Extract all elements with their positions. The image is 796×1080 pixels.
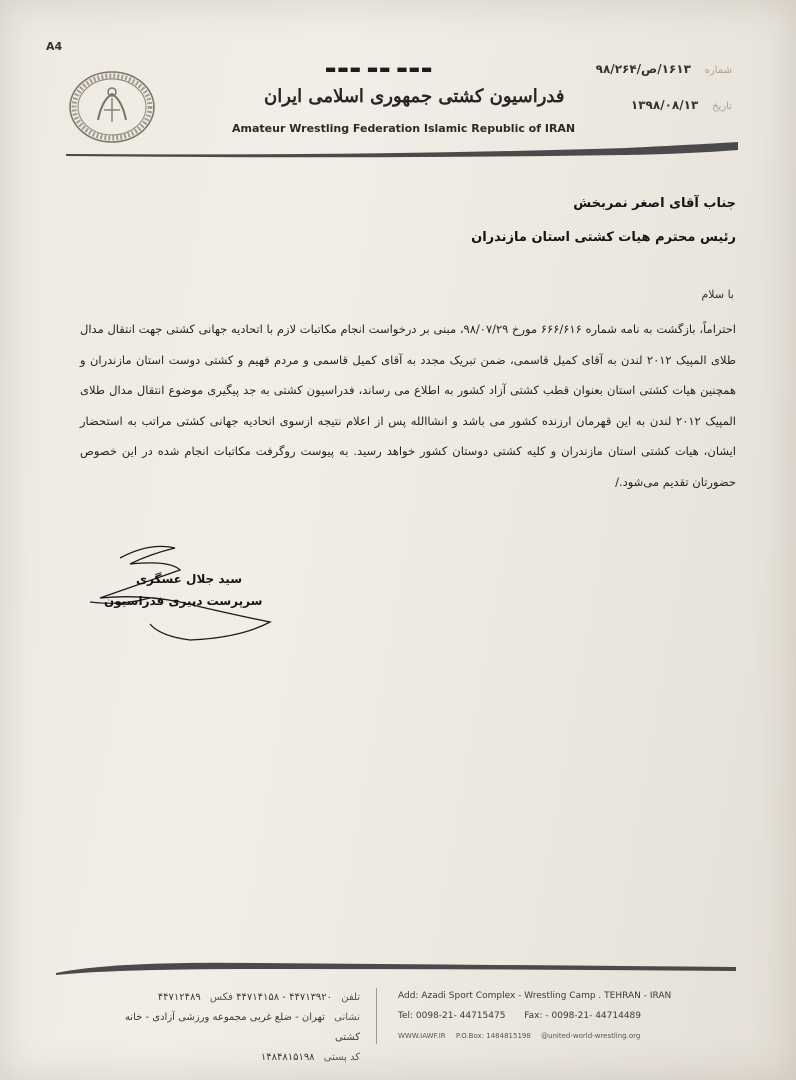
footer-en-web-row: WWW.IAWF.IR P.O.Box: 1484815198 @united-world-wrestling.org [398, 1032, 641, 1040]
footer-english-contact [398, 986, 688, 1046]
footer-persian-contact [100, 988, 360, 1068]
signatory-name: سید جلال عسگری [136, 572, 243, 586]
letter-body: احتراماً، بازگشت به نامه شماره ۶۶۶/۶۱۶ مورخ ۹۸/۰۷/۲۹، مبنی بر درخواست انجام مکاتبات لازم با اتحادیه جهانی کشتی جهت انتقال مدال طلای المپیک ۲۰۱۲ لندن به آقای کمیل قاسمی، ضمن تبریک مجدد به آقای کمیل قاسمی و مردم فهیم و کشتی دوست استان مازندران و همچنین هیات کشتی استان بعنوان قطب کشتی آزاد کشور به اطلاع می رساند، فدراسیون کشتی به جد پیگیری موضوع انتقال مدال طلای المپیک ۲۰۱۲ لندن به این قهرمان ارزنده کشور می باشد و انشاالله پس از اعلام نتیجه ازسوی اتحادیه جهانی کشتی مراتب به استحضار ایشان، هیات کشتی استان مازندران و کلیه کشتی دوستان کشور خواهد رسید. به پیوست روگرفت مکاتبات انجام شده در این خصوص حضورتان تقدیم می‌شود./ [80, 322, 737, 489]
header-persian-subtitle: ▬▬▬ ▬▬ ▬▬▬ [325, 62, 434, 76]
federation-logo [68, 70, 156, 144]
footer-en-phone-row: Tel: 0098-21- 44715475 Fax: - 0098-21- 44714489 [398, 1011, 642, 1021]
greeting: با سلام [701, 288, 734, 301]
date-value: ۱۳۹۸/۰۸/۱۳ [630, 98, 699, 112]
number-value: ۱۶۱۳/ص/۹۸/۲۶۴ [595, 62, 691, 76]
date-label: تاریخ [712, 101, 732, 112]
addressee-name: جناب آقای اصغر نمربخش [573, 196, 736, 211]
footer-en-address: Add: Azadi Sport Complex - Wrestling Camp . TEHRAN - IRAN [398, 991, 672, 1001]
addressee-title: رئیس محترم هیات کشتی استان مازندران [471, 230, 736, 245]
letter-date [582, 98, 732, 112]
footer-postal-row: کد پستی ۱۴۸۴۸۱۵۱۹۸ [260, 1052, 360, 1063]
header-divider [66, 140, 738, 158]
footer-column-divider [376, 988, 377, 1044]
footer-address-row: نشانی تهران - ضلع غربی مجموعه ورزشی آزادی - خانه کشتی [124, 1012, 360, 1043]
signatory-title: سرپرست دبیری فدراسیون [104, 594, 263, 608]
federation-name-persian: فدراسیون کشتی جمهوری اسلامی ایران [264, 86, 565, 107]
federation-name-english: Amateur Wrestling Federation Islamic Republic of IRAN [232, 122, 576, 135]
page-size-label: A4 [46, 40, 63, 53]
footer-phone-row: تلفن ۴۴۷۱۳۹۲۰ - ۴۴۷۱۴۱۵۸ فکس ۴۴۷۱۲۴۸۹ [157, 992, 360, 1003]
letter-number [582, 62, 732, 76]
footer-divider [56, 955, 736, 979]
number-label: شماره [704, 65, 732, 76]
